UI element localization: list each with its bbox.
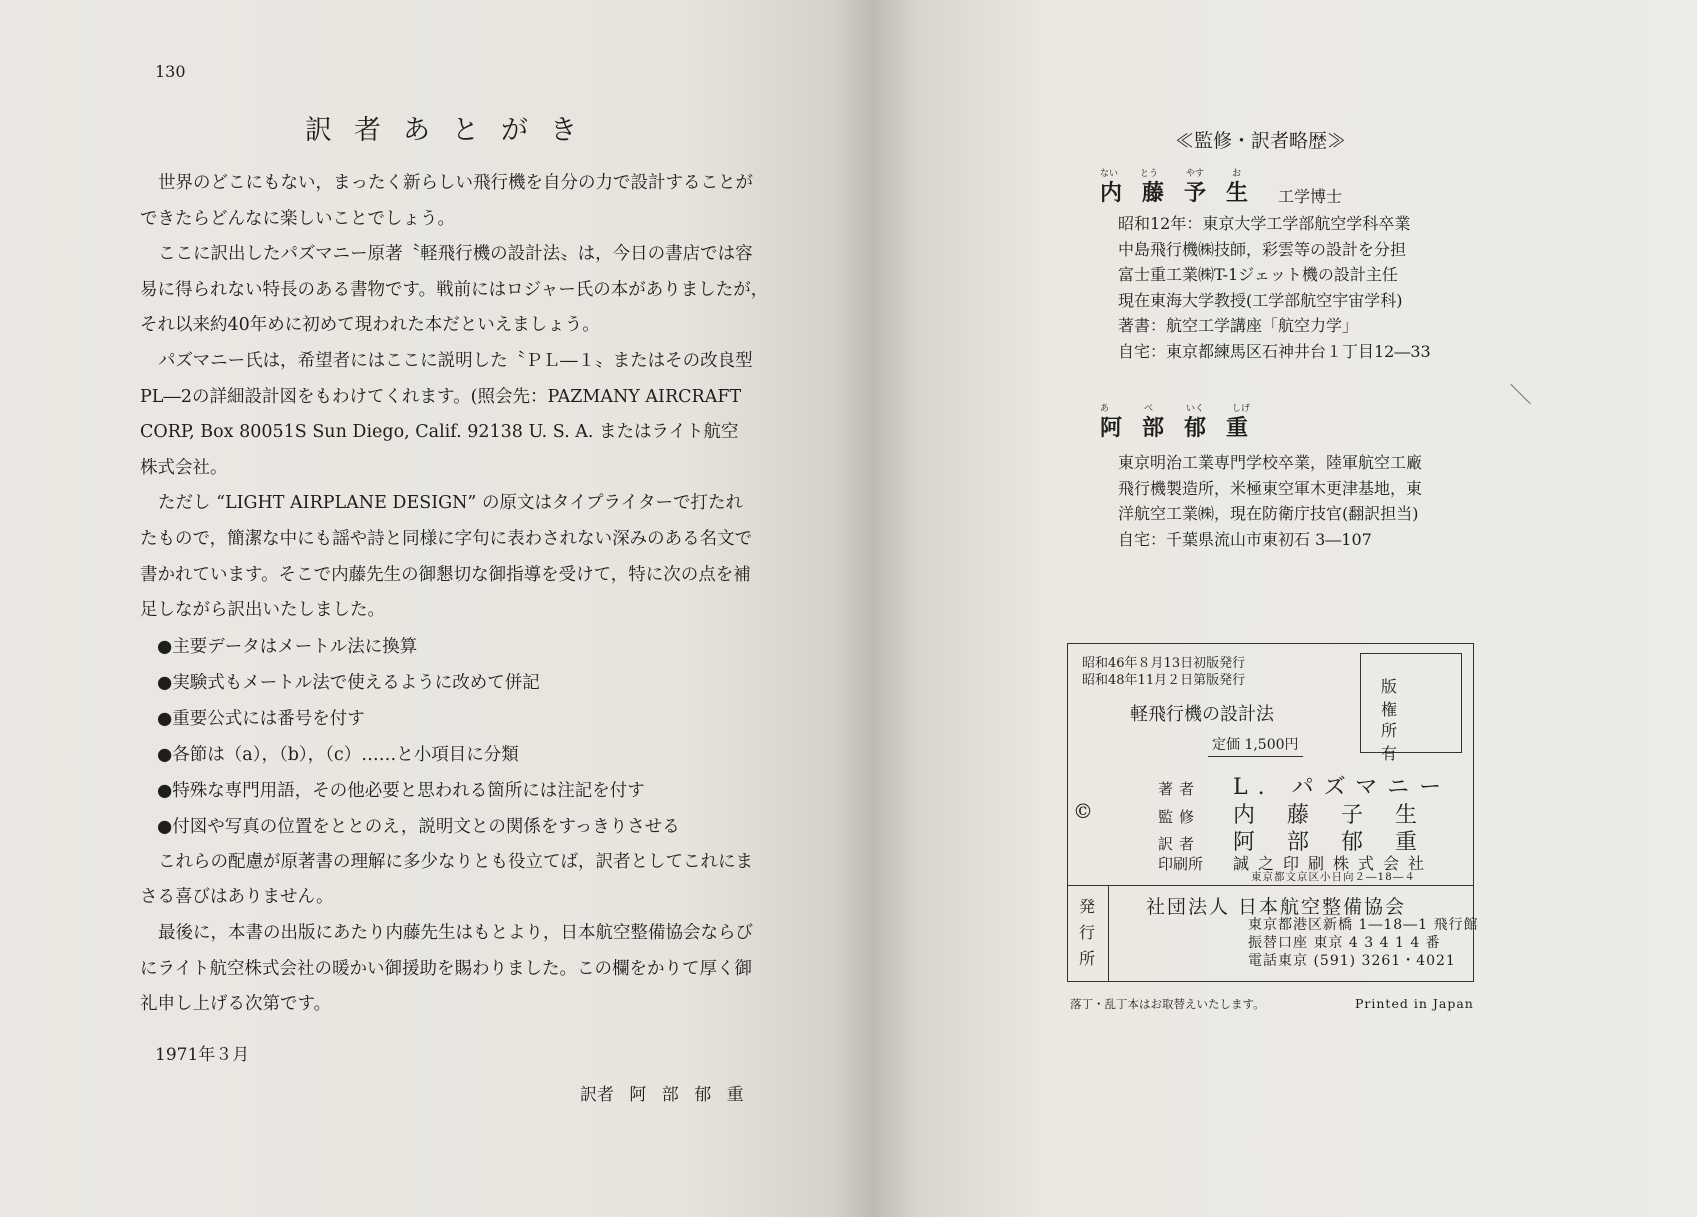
- afterword-date: 1971年３月: [155, 1045, 250, 1065]
- printed-in: Printed in Japan: [1355, 996, 1474, 1011]
- text-line: PL―2の詳細設計図をもわけてくれます。(照会先：PAZMANY AIRCRAFT: [140, 386, 742, 407]
- bio-line: 飛行機製造所，米極東空軍木更津基地，東: [1118, 478, 1423, 498]
- bullet-item: ●実験式もメートル法で使えるように改めて併記: [157, 672, 540, 693]
- bio-line: 自宅：千葉県流山市東初石 3―107: [1118, 529, 1372, 549]
- bio-line: 東京明治工業専門学校卒業，陸軍航空工廠: [1118, 453, 1423, 472]
- translator-signature: 訳者 阿 部 郁 重: [580, 1085, 744, 1105]
- credit-label: 訳者: [1158, 835, 1201, 853]
- credit-label: 監修: [1158, 808, 1201, 826]
- credit-label: 印刷所: [1158, 855, 1204, 873]
- text-line: CORP, Box 80051S Sun Diego, Calif. 92138 U. S. A. またはライト航空: [140, 422, 739, 443]
- text-line: できたらどんなに楽しいことでしょう。: [140, 208, 455, 229]
- text-line: ここに訳出したパズマニー原著〝軽飛行機の設計法〟は，今日の書店では容: [158, 244, 753, 265]
- text-line: たもので，簡潔な中にも謡や詩と同様に字句に表わされない深みのある名文で: [140, 528, 753, 549]
- publisher-label-box: [1068, 886, 1109, 981]
- bio-line: 現在東海大学教授(工学部航空宇宙学科): [1118, 290, 1403, 310]
- printer-address: 東京都文京区小日向２―18―４: [1251, 871, 1416, 883]
- afterword-body: [140, 166, 790, 1023]
- paragraph: [140, 237, 790, 344]
- bio-line: 中島飛行機㈱技師，彩雲等の設計を分担: [1118, 239, 1407, 259]
- bio-line: 富士重工業㈱T-1ジェット機の設計主任: [1118, 265, 1398, 284]
- bullet-item: ●各節は（a），（b），（c）……と小項目に分類: [157, 744, 519, 765]
- bio-line: 振替口座 東京 4 3 4 1 4 番: [1248, 935, 1441, 951]
- paragraph: [140, 166, 790, 237]
- paragraph: [140, 486, 790, 628]
- text-line: それ以来約40年めに初めて現われた本だといえましょう。: [140, 315, 600, 336]
- credit-row: [1158, 770, 1452, 801]
- page-number: 130: [155, 62, 186, 81]
- bio-heading: ≪監修・訳者略歴≫: [1175, 130, 1347, 152]
- issue-date-1: 昭和46年８月13日初版発行: [1082, 656, 1246, 671]
- bio-line: 電話東京 (591) 3261・4021: [1248, 953, 1456, 969]
- divider: [1068, 885, 1473, 886]
- copyright-symbol: ©: [1073, 799, 1093, 823]
- text-line: 礼申し上げる次第です。: [140, 994, 332, 1015]
- rights-box: [1360, 653, 1462, 763]
- publisher-address: [1248, 916, 1479, 970]
- credit-value: 阿部郁重: [1233, 830, 1450, 855]
- person-title: 工学博士: [1278, 187, 1343, 206]
- bio-naito: [1100, 169, 1431, 364]
- text-line: 足しながら訳出いたしました。: [140, 600, 385, 621]
- text-line: これらの配慮が原著書の理解に多少なりとも役立てば，訳者としてこれにま: [158, 851, 753, 872]
- person-name: 阿部郁重: [1100, 415, 1269, 441]
- page-mark: [1510, 384, 1531, 405]
- bio-abe: [1100, 404, 1423, 552]
- ruby: あ: [1100, 404, 1110, 414]
- publisher-name: 社団法人 日本航空整備協会: [1146, 896, 1407, 918]
- paragraph: [140, 344, 790, 486]
- text-line: 易に得られない特長のある書物です。戦前にはロジャー氏の本がありましたが，: [140, 279, 769, 300]
- price: 定価 1,500円: [1208, 734, 1303, 757]
- bullet-item: ●特殊な専門用語，その他必要と思われる箇所には注記を付す: [157, 780, 645, 801]
- text-line: 株式会社。: [140, 457, 228, 478]
- issue-date-2: 昭和48年11月２日第版発行: [1082, 673, 1246, 688]
- text-line: ただし “LIGHT AIRPLANE DESIGN” の原文はタイプライターで打たれ: [158, 493, 744, 514]
- paragraph: [140, 916, 790, 1023]
- bullet-item: ●重要公式には番号を付す: [157, 708, 365, 729]
- colophon: [1067, 643, 1479, 982]
- text-line: パズマニー氏は，希望者にはここに説明した〝ＰＬ―１〟またはその改良型: [158, 350, 753, 371]
- bio-line: 著書：航空工学講座「航空力学」: [1118, 316, 1359, 335]
- bio-line: 自宅：東京都練馬区石神井台１丁目12―33: [1118, 341, 1431, 361]
- paragraph: [140, 845, 790, 916]
- credit-value: L. パズマニー: [1233, 775, 1452, 800]
- bio-line: 昭和12年：東京大学工学部航空学科卒業: [1118, 214, 1411, 233]
- ruby: ない: [1100, 169, 1119, 179]
- credit-label: 著者: [1158, 780, 1201, 798]
- text-line: 書かれています。そこで内藤先生の御懇切な御指導を受けて，特に次の点を補: [140, 564, 751, 585]
- bio-line: 洋航空工業㈱，現在防衛庁技官(翻訳担当): [1118, 504, 1419, 523]
- ruby: いく: [1186, 404, 1205, 414]
- text-line: にライト航空株式会社の暖かい御援助を賜わりました。この欄をかりて厚く御: [140, 958, 752, 979]
- text-line: さる喜びはありません。: [140, 887, 334, 908]
- bio-line: 東京都港区新橋 1―18―1 飛行館: [1248, 917, 1479, 933]
- bullet-item: ●主要データはメートル法に換算: [157, 636, 418, 657]
- ruby: べ: [1144, 404, 1154, 414]
- ruby: しげ: [1232, 404, 1251, 414]
- ruby: やす: [1186, 169, 1205, 179]
- afterword-title: 訳者あとがき: [305, 115, 599, 146]
- text-line: 世界のどこにもない，まったく新らしい飛行機を自分の力で設計することが: [158, 173, 753, 193]
- ruby: お: [1232, 169, 1242, 179]
- ruby: とう: [1140, 169, 1159, 179]
- rights-2: 所有: [1381, 721, 1428, 763]
- book-title: 軽飛行機の設計法: [1130, 704, 1274, 725]
- rights-1: 版権: [1381, 677, 1428, 719]
- credit-value: 誠之印刷株式会社: [1233, 854, 1434, 873]
- credit-value: 内藤子生: [1233, 803, 1450, 828]
- publisher-label: 発行所: [1079, 897, 1096, 968]
- text-line: 最後に，本書の出版にあたり内藤先生はもとより，日本航空整備協会ならび: [158, 922, 753, 943]
- replacement-notice: 落丁・乱丁本はお取替えいたします。: [1070, 997, 1265, 1011]
- bullet-item: ●付図や写真の位置をととのえ，説明文との関係をすっきりさせる: [157, 816, 680, 837]
- person-name: 内藤予生: [1100, 180, 1269, 206]
